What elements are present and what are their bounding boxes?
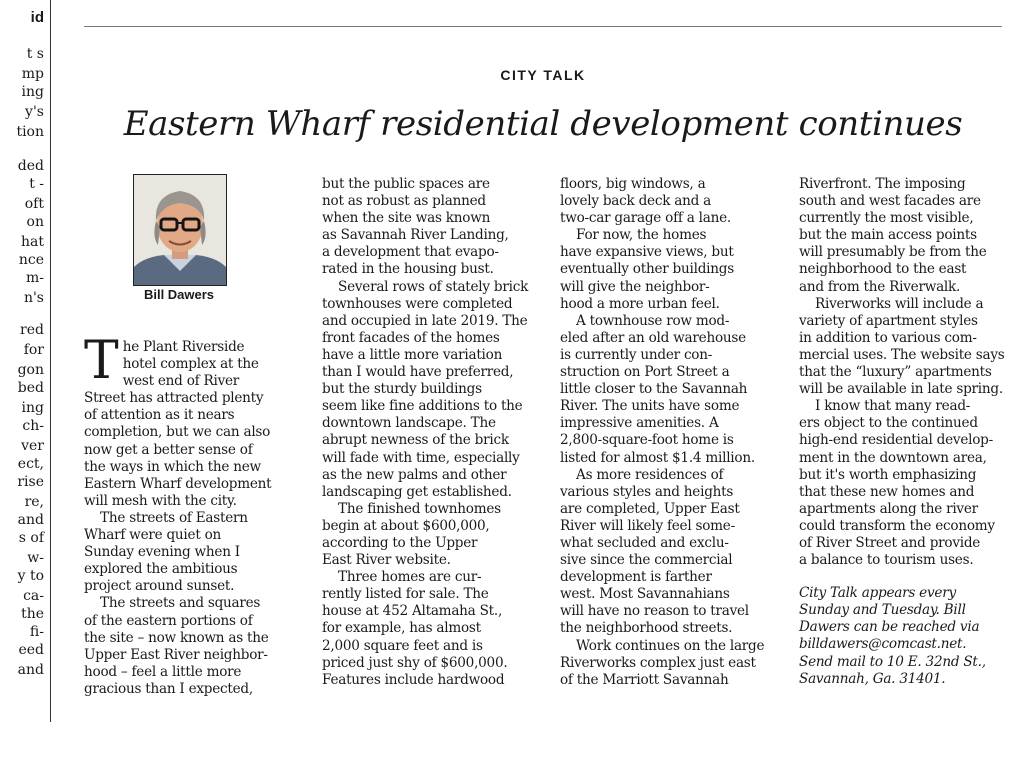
article-text-line: River will likely feel some-: [560, 517, 735, 534]
article-text-line: abrupt newness of the brick: [322, 432, 509, 449]
article-text-line: explored the ambitious: [84, 561, 238, 578]
article-text-line: hotel complex at the: [122, 356, 259, 373]
article-text-line: high-end residential develop-: [799, 432, 993, 449]
article-text-line: Send mail to 10 E. 32nd St.,: [799, 653, 986, 670]
article-text-line: of attention as it nears: [84, 407, 235, 424]
article-text-line: west. Most Savannahians: [560, 586, 730, 603]
article-text-line: 2,800-square-foot home is: [560, 432, 734, 449]
article-text-line: and occupied in late 2019. The: [322, 312, 528, 329]
article-text-line: billdawers@comcast.net.: [799, 636, 967, 653]
article-text-line: hood a more urban feel.: [560, 295, 720, 312]
previous-article-fragment: rise: [17, 474, 44, 490]
article-column-2: [322, 176, 532, 689]
previous-article-fragment: gon: [17, 362, 44, 378]
article-text-line: Wharf were quiet on: [84, 527, 222, 544]
article-text-line: but the main access points: [799, 227, 977, 244]
article-text-line: Sunday and Tuesday. Bill: [799, 602, 966, 619]
article-text-line: front facades of the homes: [322, 329, 500, 346]
article-text-line: the site – now known as the: [84, 629, 269, 646]
article-text-line: seem like fine additions to the: [322, 398, 523, 415]
article-text-line: Riverworks will include a: [815, 295, 984, 312]
article-text-line: now get a better sense of: [84, 441, 253, 458]
article-text-line: when the site was known: [322, 210, 491, 227]
article-text-line: he Plant Riverside: [122, 339, 245, 355]
article-text-line: will give the neighbor-: [560, 278, 710, 295]
article-text-line: but the public spaces are: [322, 176, 490, 192]
article-text-line: various styles and heights: [560, 483, 734, 500]
article-column-3: [560, 176, 770, 689]
article-text-line: The finished townhomes: [338, 500, 501, 517]
article-text-line: development is farther: [560, 569, 712, 586]
previous-article-fragment: oft: [24, 196, 44, 212]
previous-article-fragment: tion: [16, 124, 44, 140]
author-tagline: [799, 585, 1009, 688]
article-text-line: a balance to tourism uses.: [799, 552, 974, 569]
previous-article-fragment: red: [20, 322, 44, 338]
article-text-line: rated in the housing bust.: [322, 261, 494, 278]
previous-article-fragment: t s: [26, 46, 44, 62]
column-divider: [50, 0, 51, 722]
article-text-line: Features include hardwood: [322, 671, 505, 688]
article-text-line: will be available in late spring.: [799, 381, 1003, 398]
article-text-line: a development that evapo-: [322, 244, 499, 261]
previous-article-fragment: eed: [18, 642, 44, 658]
article-text-line: Street has attracted plenty: [84, 390, 264, 407]
article-text-line: currently the most visible,: [799, 210, 974, 227]
article-text-line: 2,000 square feet and is: [322, 637, 483, 654]
article-text-line: listed for almost $1.4 million.: [560, 449, 755, 466]
article-text-line: townhouses were completed: [322, 295, 513, 312]
previous-article-fragment: ded: [17, 158, 44, 174]
previous-article-fragment: nce: [18, 252, 44, 268]
article-text-line: Upper East River neighbor-: [84, 646, 268, 663]
article-text-line: the neighborhood streets.: [560, 620, 733, 637]
article-text-line: downtown landscape. The: [322, 415, 496, 432]
article-text-line: that the “luxury” apartments: [799, 364, 992, 381]
article-text-line: will presumably be from the: [799, 244, 987, 261]
article-text-line: but it's worth emphasizing: [799, 466, 977, 483]
previous-article-fragment: ch-: [22, 418, 44, 434]
previous-article-fragment: m-: [25, 270, 44, 286]
previous-article-fragment: for: [23, 342, 44, 358]
article-text-line: sive since the commercial: [560, 552, 733, 569]
article-text-line: have a little more variation: [322, 346, 503, 363]
drop-cap: T: [84, 331, 119, 391]
article-text-line: eled after an old warehouse: [560, 329, 746, 346]
article-text-line: gracious than I expected,: [84, 680, 253, 697]
column-kicker: CITY TALK: [500, 67, 586, 83]
article-text-line: of the eastern portions of: [84, 612, 253, 629]
article-text-line: Work continues on the large: [576, 637, 765, 654]
top-rule: [84, 26, 1002, 27]
article-text-line: for example, has almost: [322, 620, 481, 637]
article-text-line: impressive amenities. A: [560, 415, 719, 432]
article-text-line: Sunday evening when I: [84, 544, 240, 561]
article-text-line: south and west facades are: [799, 193, 981, 210]
article-text-line: rently listed for sale. The: [322, 586, 489, 603]
article-text-line: lovely back deck and a: [560, 193, 711, 210]
previous-article-fragment: ca-: [23, 588, 44, 604]
article-text-line: of River Street and provide: [799, 534, 981, 551]
article-text-line: Savannah, Ga. 31401.: [799, 670, 946, 687]
article-text-line: Several rows of stately brick: [338, 278, 529, 295]
article-text-line: the ways in which the new: [84, 458, 261, 475]
article-text-line: ers object to the continued: [799, 415, 978, 432]
article-text-line: hood – feel a little more: [84, 663, 242, 680]
previous-article-fragment: y to: [17, 568, 44, 584]
article-text-line: in addition to various com-: [799, 329, 977, 346]
previous-article-fragment: hat: [21, 234, 44, 250]
article-text-line: as Savannah River Landing,: [322, 227, 509, 244]
article-text-line: Three homes are cur-: [338, 569, 482, 586]
previous-article-fragment: bed: [17, 380, 44, 396]
article-text-line: A townhouse row mod-: [576, 312, 730, 329]
previous-article-fragment: ing: [21, 400, 44, 416]
previous-article-fragment: the: [21, 606, 44, 622]
article-text-line: two-car garage off a lane.: [560, 210, 731, 227]
article-text-line: that these new homes and: [799, 483, 975, 500]
article-text-line: west end of River: [122, 373, 240, 390]
previous-article-column: [0, 0, 44, 773]
article-text-line: City Talk appears every: [799, 585, 956, 602]
article-text-line: as the new palms and other: [322, 466, 507, 483]
previous-article-fragment: s of: [18, 530, 44, 546]
article-text-line: will fade with time, especially: [322, 449, 520, 466]
article-text-line: house at 452 Altamaha St.,: [322, 603, 503, 620]
drop-paragraph: [84, 331, 284, 391]
article-text-line: neighborhood to the east: [799, 261, 967, 278]
previous-article-fragment: and: [17, 662, 44, 678]
byline: Bill Dawers: [143, 287, 215, 302]
article-text-line: according to the Upper: [322, 534, 478, 551]
previous-article-fragment: id: [30, 9, 44, 26]
article-text-line: will have no reason to travel: [560, 603, 749, 620]
previous-article-fragment: t -: [29, 176, 44, 192]
article-text-line: but the sturdy buildings: [322, 381, 482, 398]
article-text-line: The streets of Eastern: [100, 509, 248, 526]
author-portrait-icon: [134, 175, 226, 285]
previous-article-fragment: on: [26, 214, 44, 230]
article-text-line: project around sunset.: [84, 578, 235, 595]
article-text-line: eventually other buildings: [560, 261, 734, 278]
article-column-1: [84, 331, 284, 698]
previous-article-fragment: re,: [24, 494, 44, 510]
article-text-line: not as robust as planned: [322, 193, 486, 210]
previous-article-fragment: ect,: [17, 456, 44, 472]
article-text-line: could transform the economy: [799, 517, 995, 534]
article-text-line: completion, but we can also: [84, 424, 271, 441]
article-text-line: variety of apartment styles: [799, 312, 978, 329]
previous-article-fragment: and: [17, 512, 44, 528]
article-text-line: apartments along the river: [799, 500, 978, 517]
article-text-line: floors, big windows, a: [560, 176, 706, 192]
article-text-line: landscaping get established.: [322, 483, 512, 500]
article-text-line: have expansive views, but: [560, 244, 734, 261]
article-text-line: As more residences of: [576, 466, 724, 483]
article-text-line: East River website.: [322, 552, 451, 569]
article-text-line: struction on Port Street a: [560, 364, 730, 381]
article-text-line: will mesh with the city.: [84, 492, 237, 509]
article-text-line: little closer to the Savannah: [560, 381, 748, 398]
article-text-line: of the Marriott Savannah: [560, 671, 729, 688]
previous-article-fragment: n's: [23, 290, 44, 306]
headline: Eastern Wharf residential development continues: [123, 104, 963, 144]
article-text-line: ment in the downtown area,: [799, 449, 987, 466]
previous-article-fragment: fi-: [29, 624, 44, 640]
previous-article-fragment: y's: [25, 104, 44, 120]
previous-article-fragment: mp: [21, 66, 44, 82]
article-text-line: what secluded and exclu-: [560, 534, 729, 551]
article-text-line: than I would have preferred,: [322, 364, 514, 381]
article-text-line: priced just shy of $600,000.: [322, 654, 508, 671]
article-text-line: begin at about $600,000,: [322, 517, 490, 534]
article-text-line: is currently under con-: [560, 346, 713, 363]
author-photo: [133, 174, 227, 286]
previous-article-fragment: ing: [21, 84, 44, 100]
article-text-line: I know that many read-: [815, 398, 971, 415]
article-text-line: are completed, Upper East: [560, 500, 740, 517]
article-text-line: For now, the homes: [576, 227, 707, 244]
article-text-line: and from the Riverwalk.: [799, 278, 961, 295]
article-text-line: The streets and squares: [100, 595, 261, 612]
article-text-line: mercial uses. The website says: [799, 346, 1005, 363]
article-text-line: River. The units have some: [560, 398, 740, 415]
article-text-line: Riverfront. The imposing: [799, 176, 966, 192]
article-column-4: [799, 176, 1009, 688]
article-text-line: Eastern Wharf development: [84, 475, 272, 492]
article-text-line: Dawers can be reached via: [799, 619, 980, 636]
article-text-line: Riverworks complex just east: [560, 654, 756, 671]
previous-article-fragment: ver: [21, 438, 44, 454]
previous-article-fragment: w-: [27, 550, 44, 566]
